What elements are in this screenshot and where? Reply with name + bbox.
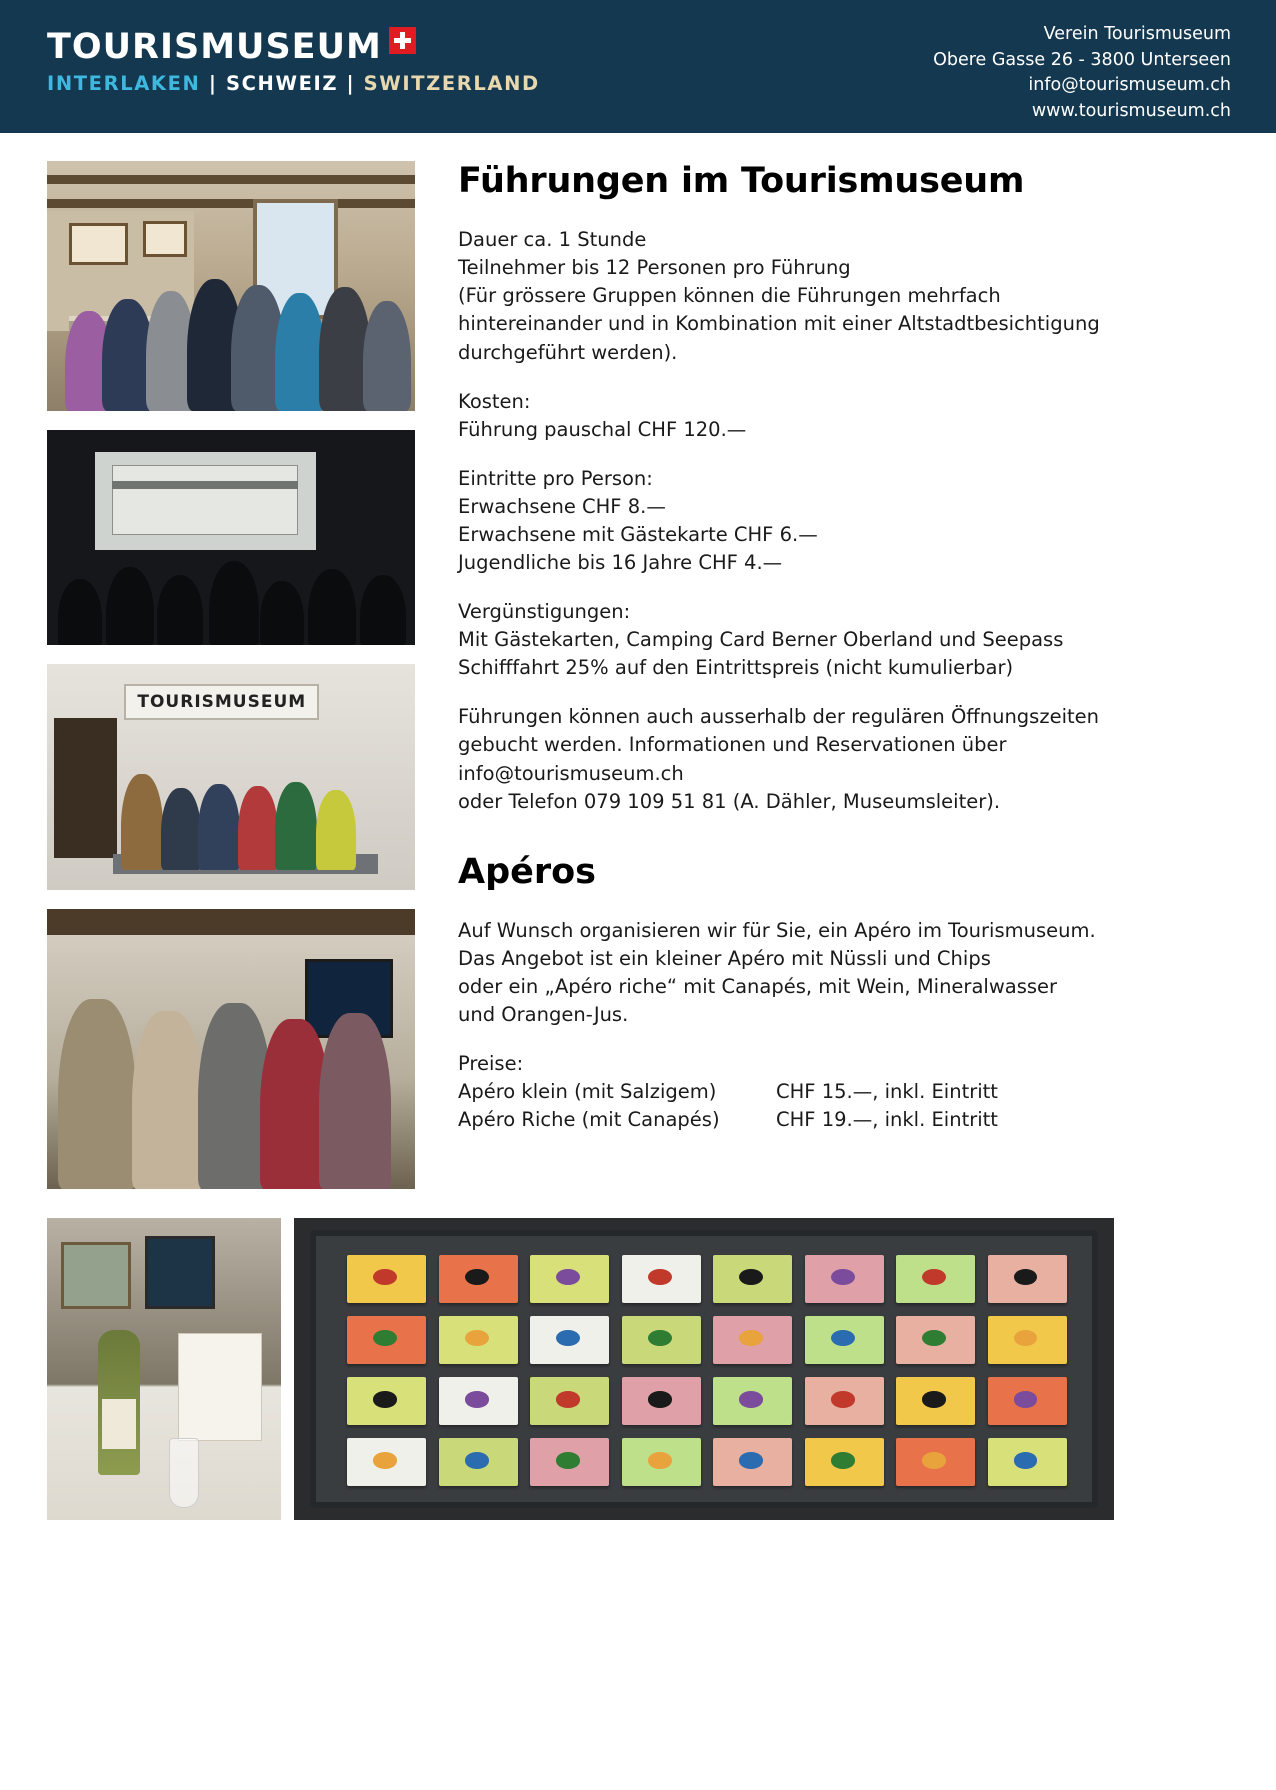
paragraph-apero-offer: Auf Wunsch organisieren wir für Sie, ein Apéro im Tourismuseum. Das Angebot ist ein kleiner Apéro mit Nüssli und Chips oder ein „Apéro riche“ mit Canapés, mit Wein, Mineralwasser und Orangen-Jus.	[458, 918, 1096, 1027]
price-item-2: Apéro Riche (mit Canapés)	[458, 1108, 720, 1132]
canape-item	[347, 1255, 426, 1303]
canape-item	[439, 1255, 518, 1303]
canape-item	[988, 1438, 1067, 1486]
canape-item	[713, 1377, 792, 1425]
contact-line-address: Obere Gasse 26 - 3800 Unterseen	[933, 49, 1231, 70]
canape-item	[988, 1316, 1067, 1364]
canape-item	[622, 1438, 701, 1486]
photo-canapes-tray	[294, 1218, 1114, 1520]
page-title: Führungen im Tourismuseum	[458, 161, 1025, 201]
canape-item	[896, 1316, 975, 1364]
contact-block	[933, 22, 1231, 125]
canape-item	[805, 1438, 884, 1486]
price-item-1: Apéro klein (mit Salzigem)	[458, 1080, 717, 1104]
facade-sign-text: TOURISMUSEUM	[137, 692, 307, 713]
swiss-flag-icon	[389, 27, 416, 54]
logo-sub-separator-1: |	[208, 71, 218, 95]
paragraph-admission: Eintritte pro Person: Erwachsene CHF 8.— Erwachsene mit Gästekarte CHF 6.— Jugendliche bis 16 Jahre CHF 4.—	[458, 466, 818, 575]
table-row	[458, 1078, 1248, 1106]
photo-wine-and-card	[47, 1218, 281, 1520]
photo-projection-room	[47, 430, 415, 645]
canape-item	[347, 1377, 426, 1425]
canape-item	[896, 1377, 975, 1425]
canape-item	[347, 1316, 426, 1364]
canape-item	[713, 1438, 792, 1486]
canape-item	[530, 1255, 609, 1303]
logo-sub-interlaken: INTERLAKEN	[47, 71, 201, 95]
contact-line-org: Verein Tourismuseum	[1043, 24, 1231, 44]
prices-label: Preise:	[458, 1052, 524, 1076]
paragraph-duration: Dauer ca. 1 Stunde Teilnehmer bis 12 Personen pro Führung (Für grössere Gruppen können die Führungen mehrfach hintereinander und in Kombination mit einer Altstadtbesichtigung durchgeführt werden).	[458, 228, 1100, 364]
prices-table	[458, 1078, 1248, 1134]
photo-visitor-group	[47, 909, 415, 1189]
canape-item	[530, 1316, 609, 1364]
canape-item	[622, 1255, 701, 1303]
photo-museum-room	[47, 161, 415, 411]
canape-item	[713, 1255, 792, 1303]
contact-line-website[interactable]: www.tourismuseum.ch	[1031, 101, 1231, 122]
table-row	[458, 1106, 1248, 1134]
canape-item	[896, 1438, 975, 1486]
page-header	[0, 0, 1276, 133]
canape-item	[622, 1316, 701, 1364]
logo-sub-separator-2: |	[346, 71, 356, 95]
canape-item	[713, 1316, 792, 1364]
logo-wordmark: TOURISMUSEUM	[47, 27, 382, 67]
contact-line-email[interactable]: info@tourismuseum.ch	[1028, 75, 1231, 96]
logo	[47, 27, 540, 95]
canape-item	[988, 1255, 1067, 1303]
photo-museum-facade	[47, 664, 415, 890]
canape-item	[347, 1438, 426, 1486]
price-value-2: CHF 19.—, inkl. Eintritt	[776, 1108, 998, 1132]
section-title-aperos: Apéros	[458, 851, 597, 892]
canape-item	[439, 1316, 518, 1364]
canape-item	[805, 1255, 884, 1303]
paragraph-discounts: Vergünstigungen: Mit Gästekarten, Camping Card Berner Oberland und Seepass Schifffahrt 25% auf den Eintrittspreis (nicht kumulierbar)	[458, 600, 1064, 680]
canape-item	[988, 1377, 1067, 1425]
canape-item	[805, 1377, 884, 1425]
canape-item	[805, 1316, 884, 1364]
canape-item	[622, 1377, 701, 1425]
canape-item	[530, 1438, 609, 1486]
main-content	[458, 161, 1248, 1134]
price-value-1: CHF 15.—, inkl. Eintritt	[776, 1080, 998, 1104]
canape-item	[439, 1377, 518, 1425]
logo-subtitle	[47, 71, 540, 95]
paragraph-booking: Führungen können auch ausserhalb der regulären Öffnungszeiten gebucht werden. Informationen und Reservationen über info@tourismuseum.ch oder Telefon 079 109 51 81 (A. Dähler, Museumsleiter).	[458, 705, 1099, 813]
canape-item	[530, 1377, 609, 1425]
logo-sub-switzerland: SWITZERLAND	[363, 71, 540, 95]
paragraph-costs: Kosten: Führung pauschal CHF 120.—	[458, 389, 747, 441]
logo-sub-schweiz: SCHWEIZ	[226, 71, 339, 95]
canape-item	[439, 1438, 518, 1486]
canape-item	[896, 1255, 975, 1303]
